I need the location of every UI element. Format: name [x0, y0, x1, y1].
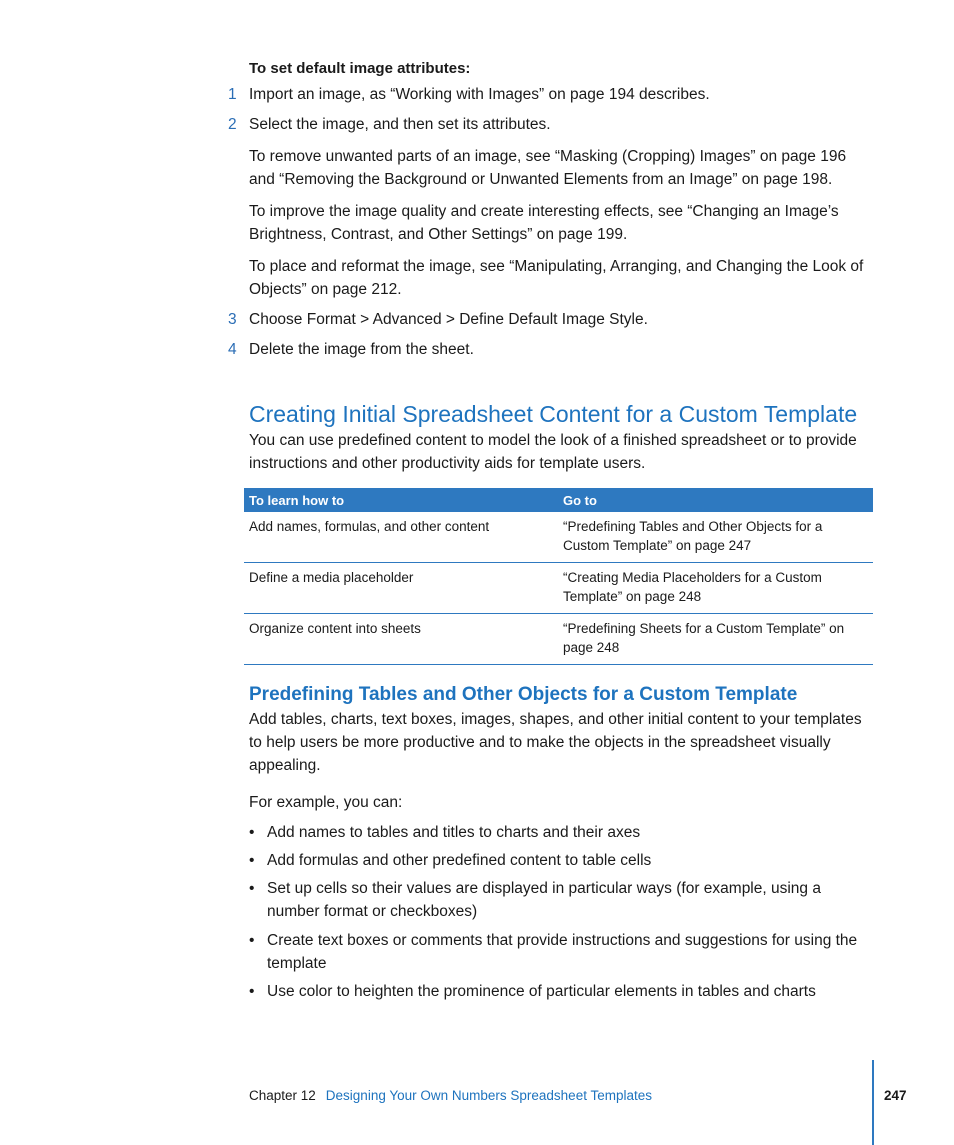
list-item-text: Use color to heighten the prominence of particular elements in tables and charts	[267, 983, 816, 1000]
table-cell-link[interactable]: “Creating Media Placeholders for a Custom Template” on page 248	[558, 563, 873, 614]
list-item	[249, 980, 874, 1003]
step-2	[228, 113, 874, 136]
bullet-icon: •	[249, 824, 255, 841]
step-number: 1	[228, 86, 237, 103]
step-number: 3	[228, 311, 237, 328]
page-footer	[249, 1088, 652, 1103]
bullet-icon: •	[249, 880, 255, 897]
step-note: To remove unwanted parts of an image, see “Masking (Cropping) Images” on page 196 and “Removing the Background or Unwanted Elements from an Image” on page 198.	[249, 148, 847, 188]
section-intro: You can use predefined content to model the look of a finished spreadsheet or to provide instructions and other productivity aids for template users.	[249, 432, 857, 472]
step-1	[228, 83, 874, 106]
table-cell: Define a media placeholder	[244, 563, 558, 614]
subsection-content	[249, 682, 874, 1003]
step-note: To improve the image quality and create interesting effects, see “Changing an Image’s Brightness, Contrast, and Other Settings” on page 199.	[249, 203, 839, 243]
list-item-text: Create text boxes or comments that provide instructions and suggestions for using the template	[267, 932, 858, 972]
table-header-cell: To learn how to	[244, 488, 558, 512]
list-item	[249, 821, 874, 844]
table-row	[244, 563, 873, 614]
list-item	[249, 849, 874, 872]
table-cell: Add names, formulas, and other content	[244, 512, 558, 563]
bullet-icon: •	[249, 852, 255, 869]
step-3	[228, 308, 874, 331]
step-text: Select the image, and then set its attributes.	[249, 116, 551, 133]
bullet-list	[249, 821, 874, 1003]
list-item-text: Set up cells so their values are displayed in particular ways (for example, using a number format or checkboxes)	[267, 880, 821, 920]
step-text: Choose Format > Advanced > Define Default Image Style.	[249, 311, 648, 328]
step-note: To place and reformat the image, see “Manipulating, Arranging, and Changing the Look of Objects” on page 212.	[249, 258, 864, 298]
step-text: Delete the image from the sheet.	[249, 341, 474, 358]
list-item	[249, 929, 874, 975]
main-content	[228, 58, 874, 475]
list-item-text: Add names to tables and titles to charts and their axes	[267, 824, 641, 841]
subsection-lead: For example, you can:	[249, 794, 403, 811]
subsection-intro: Add tables, charts, text boxes, images, shapes, and other initial content to your templates to help users be more productive and to make the objects in the spreadsheet visually appealing.	[249, 711, 862, 774]
step-text: Import an image, as “Working with Images” on page 194 describes.	[249, 86, 710, 103]
table-cell: Organize content into sheets	[244, 614, 558, 665]
bullet-icon: •	[249, 932, 255, 949]
table-row	[244, 614, 873, 665]
table-row	[244, 512, 873, 563]
procedure-title: To set default image attributes:	[249, 60, 471, 77]
table-header-cell: Go to	[558, 488, 873, 512]
step-number: 4	[228, 341, 237, 358]
table-cell-link[interactable]: “Predefining Tables and Other Objects for a Custom Template” on page 247	[558, 512, 873, 563]
list-item-text: Add formulas and other predefined content to table cells	[267, 852, 652, 869]
section-heading: Creating Initial Spreadsheet Content for a Custom Template	[249, 401, 858, 427]
reference-table	[244, 488, 873, 665]
table-header-row	[244, 488, 873, 512]
bullet-icon: •	[249, 983, 255, 1000]
list-item	[249, 877, 874, 923]
subsection-heading: Predefining Tables and Other Objects for a Custom Template	[249, 684, 798, 705]
step-4	[228, 338, 874, 361]
table-cell-link[interactable]: “Predefining Sheets for a Custom Template” on page 248	[558, 614, 873, 665]
footer-chapter: Chapter 12	[249, 1088, 316, 1103]
page-number: 247	[884, 1088, 907, 1103]
step-number: 2	[228, 116, 237, 133]
footer-divider	[872, 1060, 874, 1145]
footer-chapter-title[interactable]: Designing Your Own Numbers Spreadsheet Templates	[325, 1088, 652, 1103]
